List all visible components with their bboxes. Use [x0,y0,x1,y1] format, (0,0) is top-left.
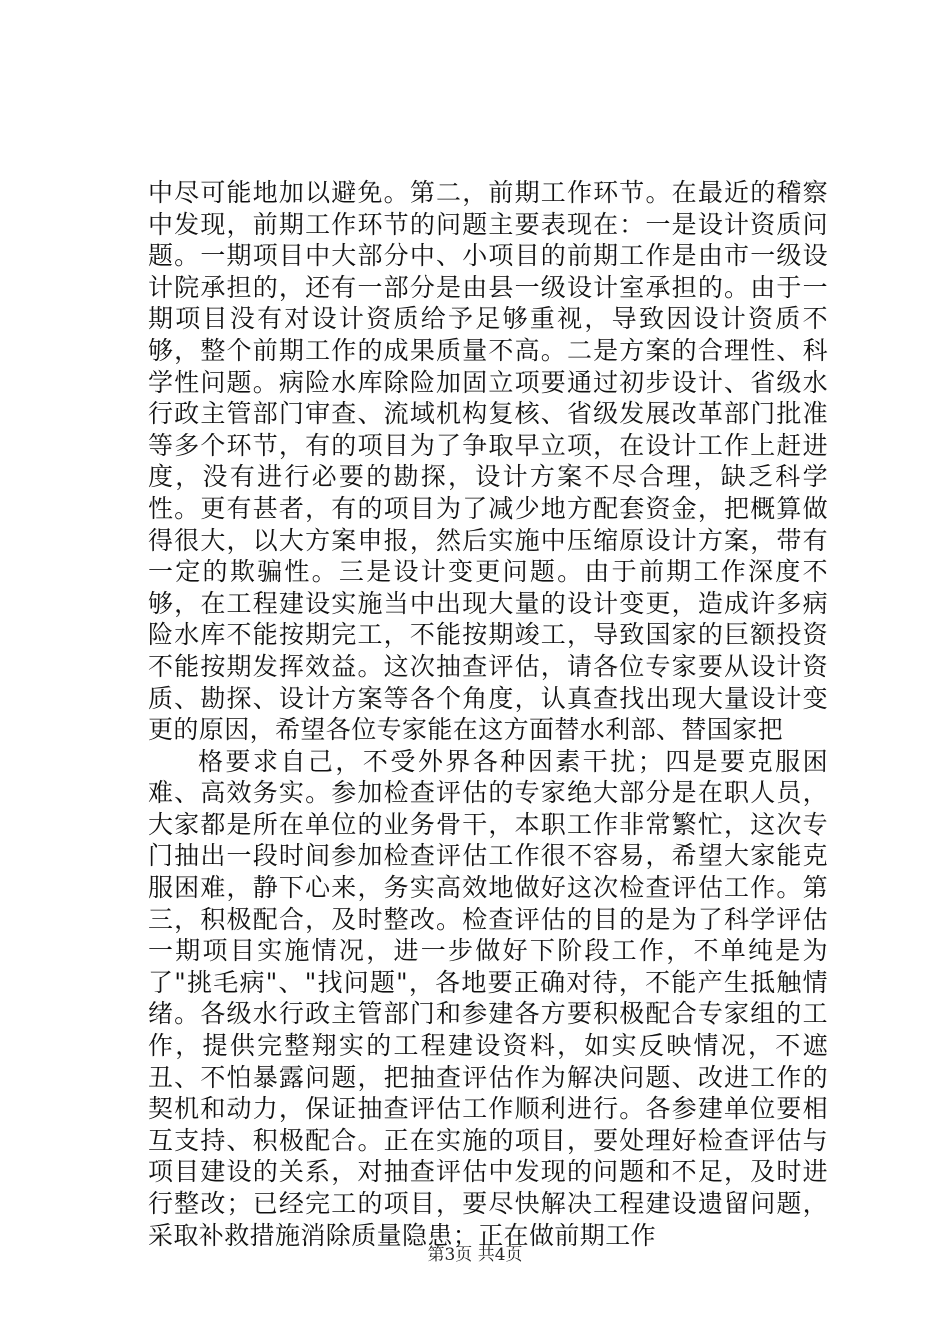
page-footer: 第3页 共4页 [427,1245,523,1265]
document-body [148,177,828,1251]
paragraph-2: 格要求自己，不受外界各种因素干扰；四是要克服困难、高效务实。参加检查评估的专家绝大部分是在职人员，大家都是所在单位的业务骨干，本职工作非常繁忙，这次专门抽出一段时间参加检查评估工作很不容易，希望大家能克服困难，静下心来，务实高效地做好这次检查评估工作。第三，积极配合，及时整改。检查评估的目的是为了科学评估一期项目实施情况，进一步做好下阶段工作，不单纯是为了"挑毛病"、"找问题"，各地要正确对待，不能产生抵触情绪。各级水行政主管部门和参建各方要积极配合专家组的工作，提供完整翔实的工程建设资料，如实反映情况，不遮丑、不怕暴露问题，把抽查评估作为解决问题、改进工作的契机和动力，保证抽查评估工作顺利进行。各参建单位要相互支持、积极配合。正在实施的项目，要处理好检查评估与项目建设的关系，对抽查评估中发现的问题和不足，及时进行整改；已经完工的项目，要尽快解决工程建设遗留问题，采取补救措施消除质量隐患；正在做前期工作 [148,746,828,1250]
paragraph-1: 中尽可能地加以避免。第二，前期工作环节。在最近的稽察中发现，前期工作环节的问题主要表现在：一是设计资质问题。一期项目中大部分中、小项目的前期工作是由市一级设计院承担的，还有一部分是由县一级设计室承担的。由于一期项目没有对设计资质给予足够重视，导致因设计资质不够，整个前期工作的成果质量不高。二是方案的合理性、科学性问题。病险水库除险加固立项要通过初步设计、省级水行政主管部门审查、流域机构复核、省级发展改革部门批准等多个环节，有的项目为了争取早立项，在设计工作上赶进度，没有进行必要的勘探，设计方案不尽合理，缺乏科学性。更有甚者，有的项目为了减少地方配套资金，把概算做得很大，以大方案申报，然后实施中压缩原设计方案，带有一定的欺骗性。三是设计变更问题。由于前期工作深度不够，在工程建设实施当中出现大量的设计变更，造成许多病险水库不能按期完工，不能按期竣工，导致国家的巨额投资不能按期发挥效益。这次抽查评估，请各位专家要从设计资质、勘探、设计方案等各个角度，认真查找出现大量设计变更的原因，希望各位专家能在这方面替水利部、替国家把 [148,178,828,745]
